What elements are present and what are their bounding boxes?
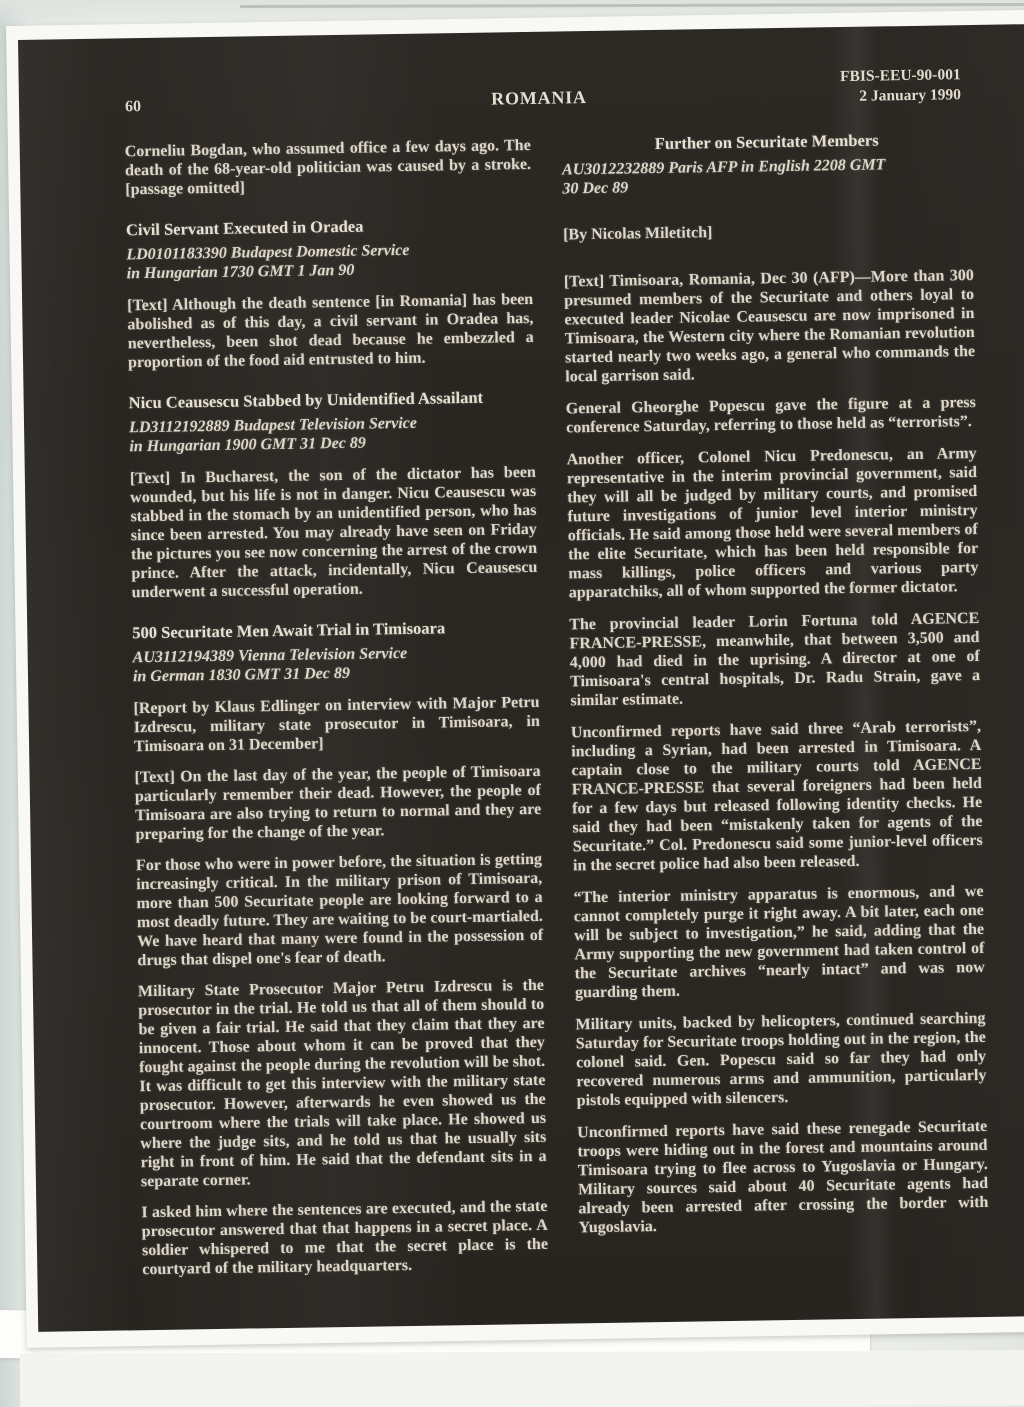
left-column-paragraph-13: I asked him where the sentences are executed, and the state prosecutor answered that that happens in a secret place. A soldier whispered to me that the secret place is the courtyard of the military headquarters.: [141, 1197, 549, 1279]
left-column-source-5: LD3112192889 Budapest Television Service in Hungarian 1900 GMT 31 Dec 89: [128, 414, 418, 456]
right-column-paragraph-9: Military units, backed by helicopters, continued searching Saturday for Securitate troops holding out in the region, the colonel said. Gen. Popescu said so far they had only recovered numerous arms and ammunition, particularly pistols equipped with silencers.: [575, 1009, 987, 1110]
article-columns: [125, 129, 990, 1291]
left-column-source-2: LD0101183390 Budapest Domestic Service in Hungarian 1730 GMT 1 Jan 90: [126, 241, 410, 283]
left-column-paragraph-9: [Report by Klaus Edlinger on interview with Major Petru Izdrescu, military state prosecutor in Timisoara, in Timisoara on 31 December]: [133, 693, 540, 756]
left-column-paragraph-10: [Text] On the last day of the year, the people of Timisoara particularly remember their dead. However, the people of Timisoara are also trying to return to normal and they are preparing for the change of the year.: [134, 762, 542, 844]
right-column-byline-2: [By Nicolas Miletitch]: [562, 224, 713, 244]
right-column-paragraph-6: The provincial leader Lorin Fortuna told AGENCE FRANCE-PRESSE, meanwhile, that between 3,500 and 4,000 had died in the uprising. A director at one of Timisoara's central hospitals, Dr. Radu Strain, gave a similar estimate.: [569, 609, 981, 710]
scanned-page: [18, 23, 1024, 1332]
right-column-paragraph-5: Another officer, Colonel Nicu Predonescu, an Army representative in the interim provincial government, said they will all be judged by military courts, and promised future investigations of junior level interior ministry officials. He said among those held were several members of the elite Securitate, which has been held responsible for mass killings, police officers and various party apparatchiks, all of whom supported the former dictator.: [566, 444, 979, 602]
right-column: [562, 129, 990, 1284]
left-column-heading-7: 500 Securitate Men Await Trial in Timisoara: [132, 618, 446, 643]
left-column-paragraph-11: For those who were in power before, the situation is getting increasingly critical. In the military prison of Timisoara, more than 500 Securitate people are looking forward to a most deadly future. They are waiting to be court-martialed. We have heard that many were found in the possession of drugs that dispel one's fear of death.: [135, 850, 544, 970]
left-column: [125, 136, 549, 1291]
left-column-paragraph-3: [Text] Although the death sentence [in Romania] has been abolished as of this day, a civil servant in Oradea has, nevertheless, been shot dead because he embezzled a proportion of the food aid entrusted to him.: [127, 290, 534, 372]
page-header: [18, 23, 1024, 140]
right-column-source-1: AU3012232889 Paris AFP in English 2208 GMT 30 Dec 89: [561, 156, 886, 198]
right-column-paragraph-4: General Gheorghe Popescu gave the figure at a press conference Saturday, referring to those held as “terrorists”.: [565, 394, 976, 437]
document-id: FBIS-EEU-90-001: [839, 66, 961, 86]
loose-paper-edge: [20, 1350, 1024, 1407]
right-column-heading-centered-0: Further on Securitate Members: [654, 130, 879, 154]
left-column-heading-4: Nicu Ceausescu Stabbed by Unidentified Assailant: [128, 387, 484, 413]
page-number: 60: [124, 98, 142, 116]
right-column-paragraph-10: Unconfirmed reports have said these renegade Securitate troops were hiding out in the forest and mountains around Timisoara trying to flee across to Yugoslavia or Hungary. Military sources said about 40 Securitate agents had already been arrested after crossing the border with Yugoslavia.: [577, 1117, 989, 1237]
left-column-heading-1: Civil Servant Executed in Oradea: [125, 216, 364, 240]
right-column-paragraph-3: [Text] Timisoara, Romania, Dec 30 (AFP)—More than 300 presumed members of the Securitate and others loyal to executed leader Nicolae Ceausescu are now imprisoned in Timisoara, the Western city where the Romanian revolution started nearly two weeks ago, a general who commands the local garrison said.: [563, 267, 976, 386]
left-column-source-8: AU3112194389 Vienna Television Service in German 1830 GMT 31 Dec 89: [132, 644, 408, 686]
document-date: 2 January 1990: [859, 86, 962, 105]
right-column-paragraph-7: Unconfirmed reports have said three “Arab terrorists”, including a Syrian, had been arrested in Timisoara. A captain close to the military courts told AGENCE FRANCE-PRESSE that several foreigners had been held for a few days but released following identity checks. He said they had been “mistakenly taken for agents of the Securitate.” Col. Predonescu said some junior-level officers in the secret police had also been released.: [570, 717, 983, 875]
right-column-paragraph-8: “The interior ministry apparatus is enormous, and we cannot completely purge it right away. A bit later, each one will be subject to investigation,” he said, adding that the Army supporting the new government had taken control of the Securitate archives “nearly intact” and was now guarding them.: [573, 882, 985, 1002]
document-id-block: [679, 65, 962, 109]
left-column-paragraph-6: [Text] In Bucharest, the son of the dictator has been wounded, but his life is not in danger. Nicu Ceausescu was stabbed in the stomach by an unidentified person, who has since been arrested. You may already have seen on Friday the pictures you see now concerning the arrest of the crown prince. After the attack, incidentally, Nicu Ceausescu underwent a successful operation.: [129, 463, 538, 602]
left-column-paragraph-0: Corneliu Bogdan, who assumed office a few days ago. The death of the 68-year-old politician was caused by a stroke. [passage omitted]: [124, 136, 532, 199]
left-column-paragraph-12: Military State Prosecutor Major Petru Izdrescu is the prosecutor in the trial. He told us that all of them should to be given a fair trial. He said that they claim that they are innocent. Those about whom it can be proved that they fought against the people during the revolution will be shot. It was difficult to get this interview with the military state prosecutor. However, afterwards he even showed us the courtroom where the trials will take place. He showed us where the judge sits, and he told us that he usually sits right in front of him. He said that the defendant sits in a separate corner.: [137, 976, 547, 1191]
publication-title: ROMANIA: [491, 87, 587, 109]
